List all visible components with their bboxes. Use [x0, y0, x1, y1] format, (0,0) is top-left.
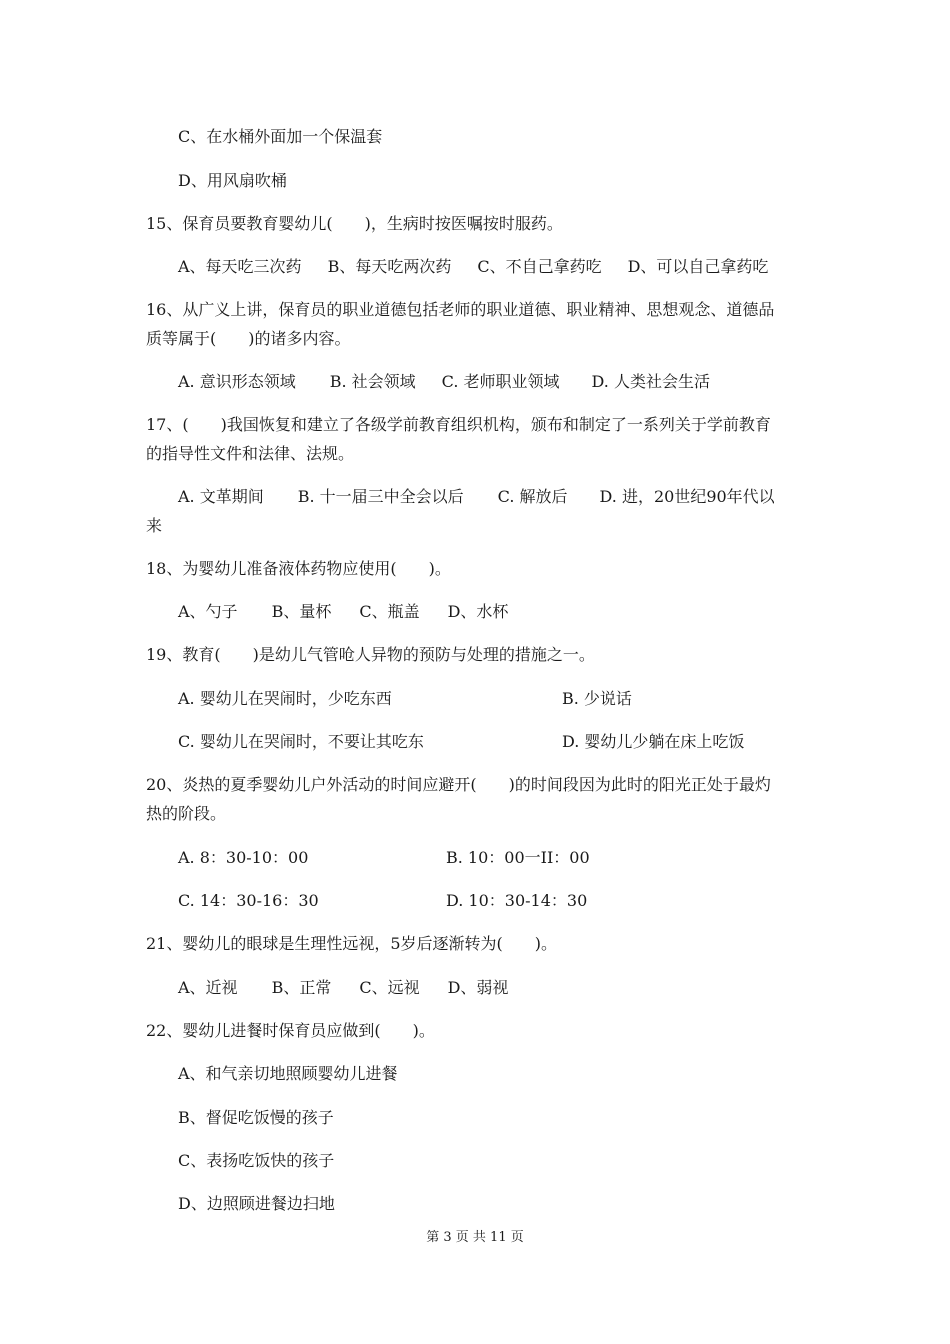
q17-option-a: A. 文革期间 [178, 487, 264, 506]
q22-stem: 22、婴幼儿进餐时保育员应做到( )。 [146, 1021, 435, 1040]
q17-option-d: D. 进，20世纪90年代以 [599, 487, 775, 506]
q15-option-c: C、不自己拿药吃 [477, 257, 602, 276]
q21-stem: 21、婴幼儿的眼球是生理性远视，5岁后逐渐转为( )。 [146, 934, 558, 953]
q20-option-b: B. 10：00一II：00 [446, 848, 590, 867]
q16-stem-line2: 质等属于( )的诸多内容。 [146, 329, 351, 348]
q15-option-a: A、每天吃三次药 [178, 257, 302, 276]
q15-options [178, 257, 768, 277]
q18-option-b: B、量杯 [271, 602, 332, 621]
q20-stem-line1: 20、炎热的夏季婴幼儿户外活动的时间应避开( )的时间段因为此时的阳光正处于最灼 [146, 775, 771, 794]
q20-option-d: D. 10：30-14：30 [446, 891, 588, 910]
page-number: 第 3 页 共 11 页 [426, 1230, 524, 1245]
q17-stem-line1: 17、( )我国恢复和建立了各级学前教育组织机构，颁布和制定了一系列关于学前教育 [146, 415, 771, 434]
q17-option-c: C. 解放后 [497, 487, 568, 506]
q16-option-a: A. 意识形态领域 [178, 372, 296, 391]
q16-option-c: C. 老师职业领域 [441, 372, 560, 391]
q20-option-a: A. 8：30-10：00 [178, 848, 309, 867]
q18-option-c: C、瓶盖 [359, 602, 420, 621]
q15-option-d: D、可以自己拿药吃 [627, 257, 769, 276]
q15-option-b: B、每天吃两次药 [327, 257, 452, 276]
q14-option-c: C、在水桶外面加一个保温套 [178, 127, 383, 146]
q16-options [178, 372, 710, 392]
q21-option-c: C、远视 [359, 978, 420, 997]
q19-option-a: A. 婴幼儿在哭闹时，少吃东西 [178, 689, 392, 708]
q16-option-d: D. 人类社会生活 [591, 372, 710, 391]
q21-options [178, 978, 508, 998]
q22-option-a: A、和气亲切地照顾婴幼儿进餐 [178, 1064, 398, 1083]
q17-options [178, 487, 775, 507]
q22-option-d: D、边照顾进餐边扫地 [178, 1194, 335, 1213]
q17-stem-line2: 的指导性文件和法律、法规。 [146, 444, 355, 463]
q18-options [178, 602, 508, 622]
q22-option-c: C、表扬吃饭快的孩子 [178, 1151, 335, 1170]
q17-option-b: B. 十一届三中全会以后 [297, 487, 464, 506]
q19-stem: 19、教育( )是幼儿气管呛人异物的预防与处理的措施之一。 [146, 645, 595, 664]
q20-stem-line2: 热的阶段。 [146, 804, 227, 823]
q19-option-d: D. 婴幼儿少躺在床上吃饭 [562, 732, 745, 751]
q18-option-d: D、水杯 [447, 602, 509, 621]
q16-stem-line1: 16、从广义上讲，保育员的职业道德包括老师的职业道德、职业精神、思想观念、道德品 [146, 300, 775, 319]
q20-option-c: C. 14：30-16：30 [178, 891, 319, 910]
q18-stem: 18、为婴幼儿准备液体药物应使用( )。 [146, 559, 451, 578]
q21-option-a: A、近视 [178, 978, 238, 997]
q15-stem: 15、保育员要教育婴幼儿( )，生病时按医嘱按时服药。 [146, 214, 563, 233]
q21-option-d: D、弱视 [447, 978, 509, 997]
q19-option-c: C. 婴幼儿在哭闹时，不要让其吃东 [178, 732, 424, 751]
q19-option-b: B. 少说话 [562, 689, 632, 708]
q22-option-b: B、督促吃饭慢的孩子 [178, 1108, 334, 1127]
q17-option-d-continued: 来 [146, 516, 163, 535]
q14-option-d: D、用风扇吹桶 [178, 171, 287, 190]
q21-option-b: B、正常 [271, 978, 332, 997]
q18-option-a: A、勺子 [178, 602, 238, 621]
q16-option-b: B. 社会领域 [329, 372, 416, 391]
